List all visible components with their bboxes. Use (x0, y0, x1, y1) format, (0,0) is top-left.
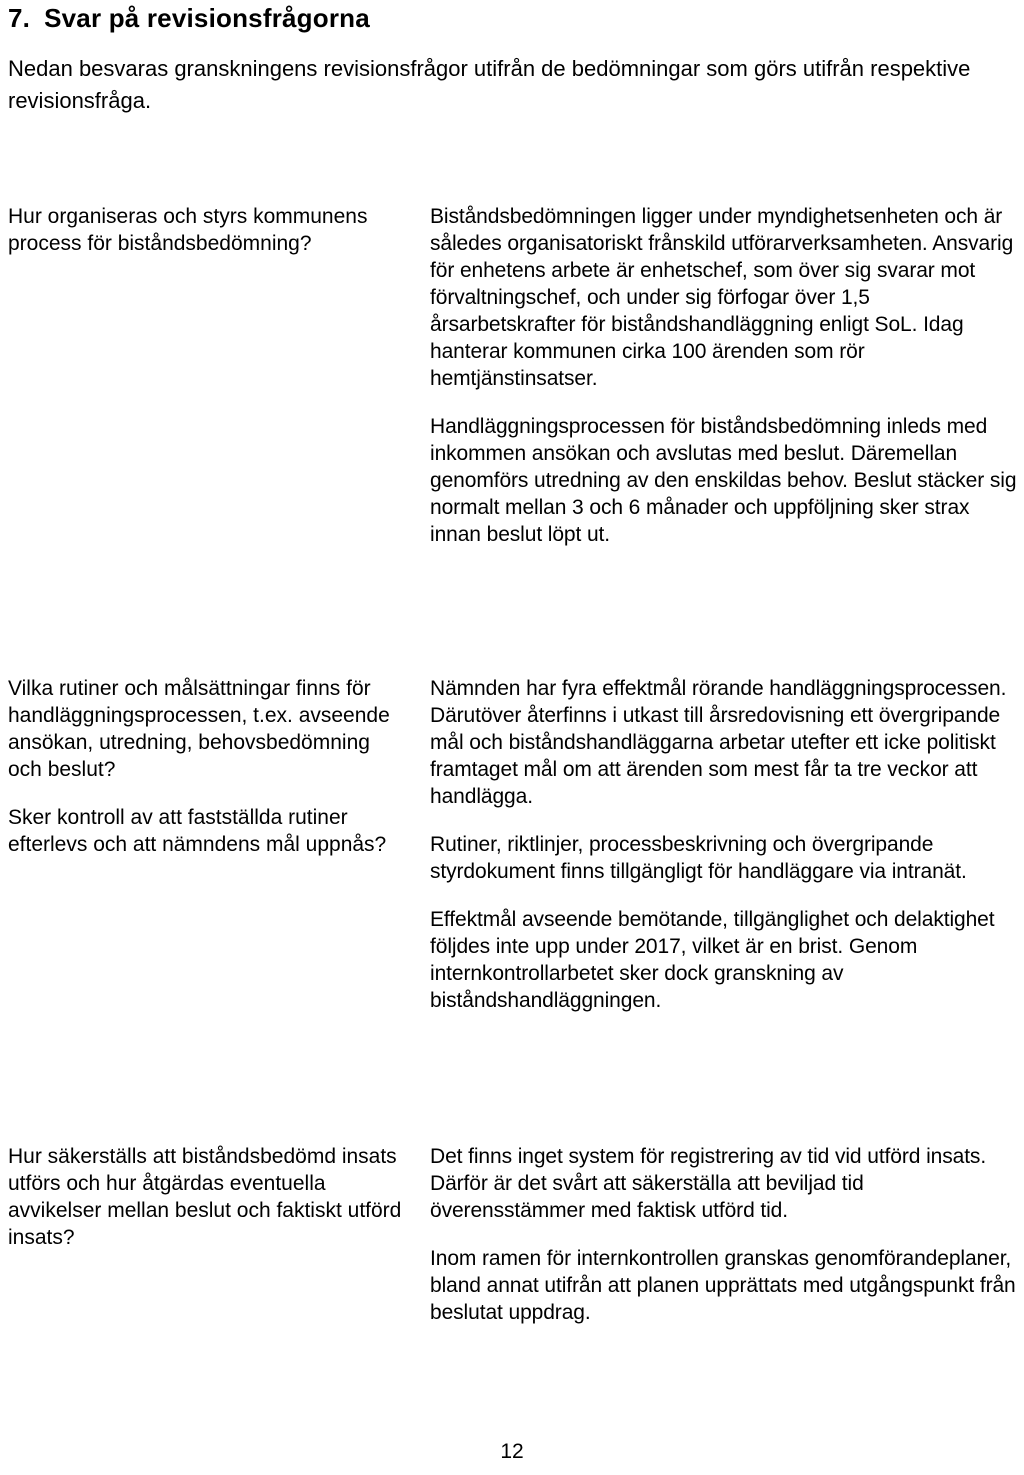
answer-column (430, 1143, 1020, 1347)
page-number: 12 (500, 1440, 524, 1463)
revision-question: Sker kontroll av att fastställda rutiner efterlevs och att nämndens mål uppnås? (8, 806, 387, 856)
section-heading (8, 2, 370, 34)
answer-column (430, 675, 1020, 1035)
answer-paragraph: Nämnden har fyra effektmål rörande handläggningsprocessen. Därutöver återfinns i utkast till årsredovisning ett övergripande mål och biståndshandläggarna arbetar utefter ett icke politiskt framtaget mål om att ärenden som mest får ta tre veckor att handlägga. (430, 677, 1007, 808)
answer-paragraph: Effektmål avseende bemötande, tillgänglighet och delaktighet följdes inte upp under 2017, vilket är en brist. Genom internkontrollarbetet sker dock granskning av biståndshandläggningen. (430, 908, 995, 1012)
revision-question: Vilka rutiner och målsättningar finns för handläggningsprocessen, t.ex. avseende ansökan, utredning, behovsbedömning och beslut? (8, 677, 390, 781)
section-number: 7. (8, 3, 31, 33)
question-column (8, 203, 408, 278)
revision-question: Hur säkerställs att biståndsbedömd insats utförs och hur åtgärdas eventuella avvikelser mellan beslut och faktiskt utförd insats? (8, 1145, 402, 1249)
section-title: Svar på revisionsfrågorna (44, 3, 370, 33)
section-intro: Nedan besvaras granskningens revisionsfrågor utifrån de bedömningar som görs utifrån respektive revisionsfråga. (8, 56, 971, 113)
revision-question: Hur organiseras och styrs kommunens process för biståndsbedömning? (8, 205, 368, 255)
answer-paragraph: Inom ramen för internkontrollen granskas genomförandeplaner, bland annat utifrån att planen upprättats med utgångspunkt från beslutat uppdrag. (430, 1247, 1016, 1324)
question-column (8, 1143, 408, 1272)
answer-paragraph: Det finns inget system för registrering av tid vid utförd insats. Därför är det svårt att säkerställa att beviljad tid överensstämmer med faktisk utförd tid. (430, 1145, 987, 1222)
question-column (8, 675, 408, 879)
answer-paragraph: Biståndsbedömningen ligger under myndighetsenheten och är således organisatoriskt frånskild utförarverksamheten. Ansvarig för enhetens arbete är enhetschef, som över sig svarar mot förvaltningschef, och under sig förfogar över 1,5 årsarbetskrafter för biståndshandläggning enligt SoL. Idag hanterar kommunen cirka 100 ärenden som rör hemtjänstinsatser. (430, 205, 1014, 390)
answer-paragraph: Handläggningsprocessen för biståndsbedömning inleds med inkommen ansökan och avslutas med beslut. Däremellan genomförs utredning av den enskildas behov. Beslut stäcker sig normalt mellan 3 och 6 månader och uppföljning sker strax innan beslut löpt ut. (430, 415, 1017, 546)
answer-column (430, 203, 1020, 569)
answer-paragraph: Rutiner, riktlinjer, processbeskrivning och övergripande styrdokument finns tillgängligt för handläggare via intranät. (430, 833, 967, 883)
